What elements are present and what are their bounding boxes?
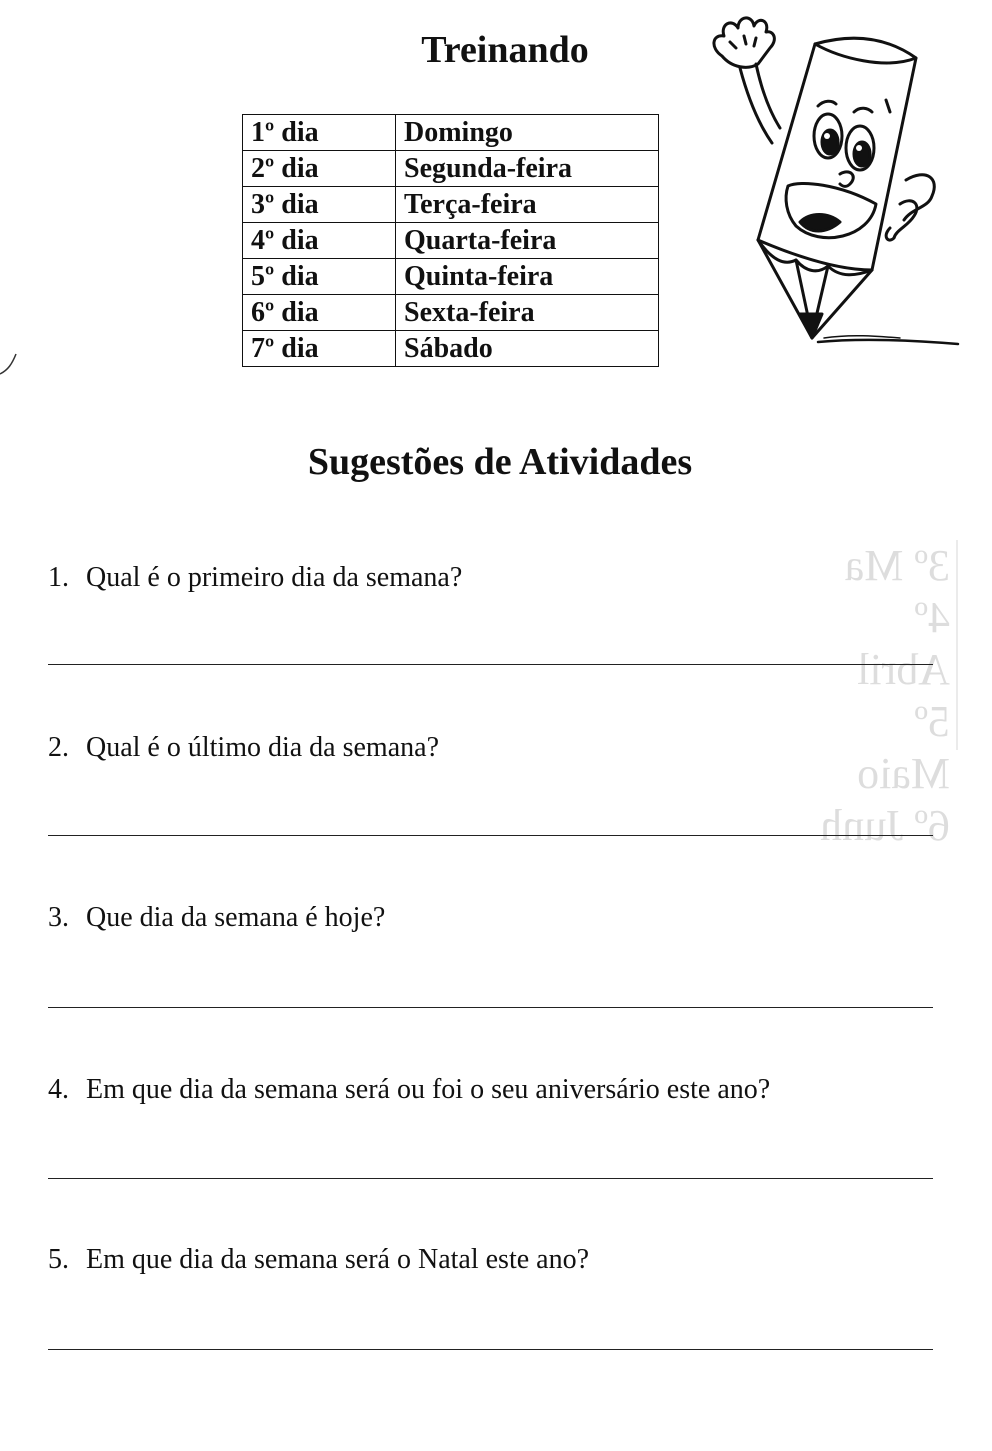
bleed-line: 4º Abril	[857, 593, 950, 694]
answer-line-5[interactable]	[48, 1349, 933, 1350]
question-number: 4.	[48, 1074, 69, 1105]
day-number-cell: 3º dia	[243, 187, 396, 223]
table-row	[243, 115, 659, 151]
answer-line-2[interactable]	[48, 835, 933, 836]
question-text: Qual é o primeiro dia da semana?	[86, 562, 463, 593]
question-number: 5.	[48, 1244, 69, 1275]
table-row	[243, 331, 659, 367]
question-5	[48, 1244, 948, 1276]
question-4	[48, 1074, 948, 1106]
scan-mark-icon	[0, 350, 20, 380]
question-2	[48, 732, 948, 764]
day-number-cell: 4º dia	[243, 223, 396, 259]
day-name-cell: Sábado	[396, 331, 659, 367]
day-number-cell: 2º dia	[243, 151, 396, 187]
bleed-line: 5º Maio	[857, 697, 950, 798]
page-title: Treinando	[421, 29, 589, 71]
pencil-mascot-icon	[700, 8, 970, 358]
activities-title: Sugestões de Atividades	[307, 441, 693, 483]
day-name-cell: Sexta-feira	[396, 295, 659, 331]
day-name-cell: Segunda-feira	[396, 151, 659, 187]
day-name-cell: Terça-feira	[396, 187, 659, 223]
day-name-cell: Quinta-feira	[396, 259, 659, 295]
question-3	[48, 902, 948, 934]
question-number: 2.	[48, 732, 69, 763]
bleed-line: 3º Ma	[844, 541, 950, 590]
table-row	[243, 259, 659, 295]
question-text: Que dia da semana é hoje?	[86, 902, 386, 933]
table-row	[243, 295, 659, 331]
question-text: Em que dia da semana será ou foi o seu aniversário este ano?	[86, 1074, 771, 1105]
answer-line-3[interactable]	[48, 1007, 933, 1008]
day-name-cell: Quarta-feira	[396, 223, 659, 259]
question-number: 1.	[48, 562, 69, 593]
question-number: 3.	[48, 902, 69, 933]
day-number-cell: 7º dia	[243, 331, 396, 367]
day-number-cell: 5º dia	[243, 259, 396, 295]
question-text: Em que dia da semana será o Natal este ano?	[86, 1244, 590, 1275]
answer-line-4[interactable]	[48, 1178, 933, 1179]
day-number-cell: 6º dia	[243, 295, 396, 331]
bleed-line: 6º Junh	[820, 801, 950, 850]
answer-line-1[interactable]	[48, 664, 933, 665]
days-of-week-table	[242, 114, 659, 367]
table-row	[243, 187, 659, 223]
question-text: Qual é o último dia da semana?	[86, 732, 439, 763]
day-number-cell: 1º dia	[243, 115, 396, 151]
table-row	[243, 151, 659, 187]
day-name-cell: Domingo	[396, 115, 659, 151]
table-row	[243, 223, 659, 259]
question-1	[48, 562, 948, 594]
